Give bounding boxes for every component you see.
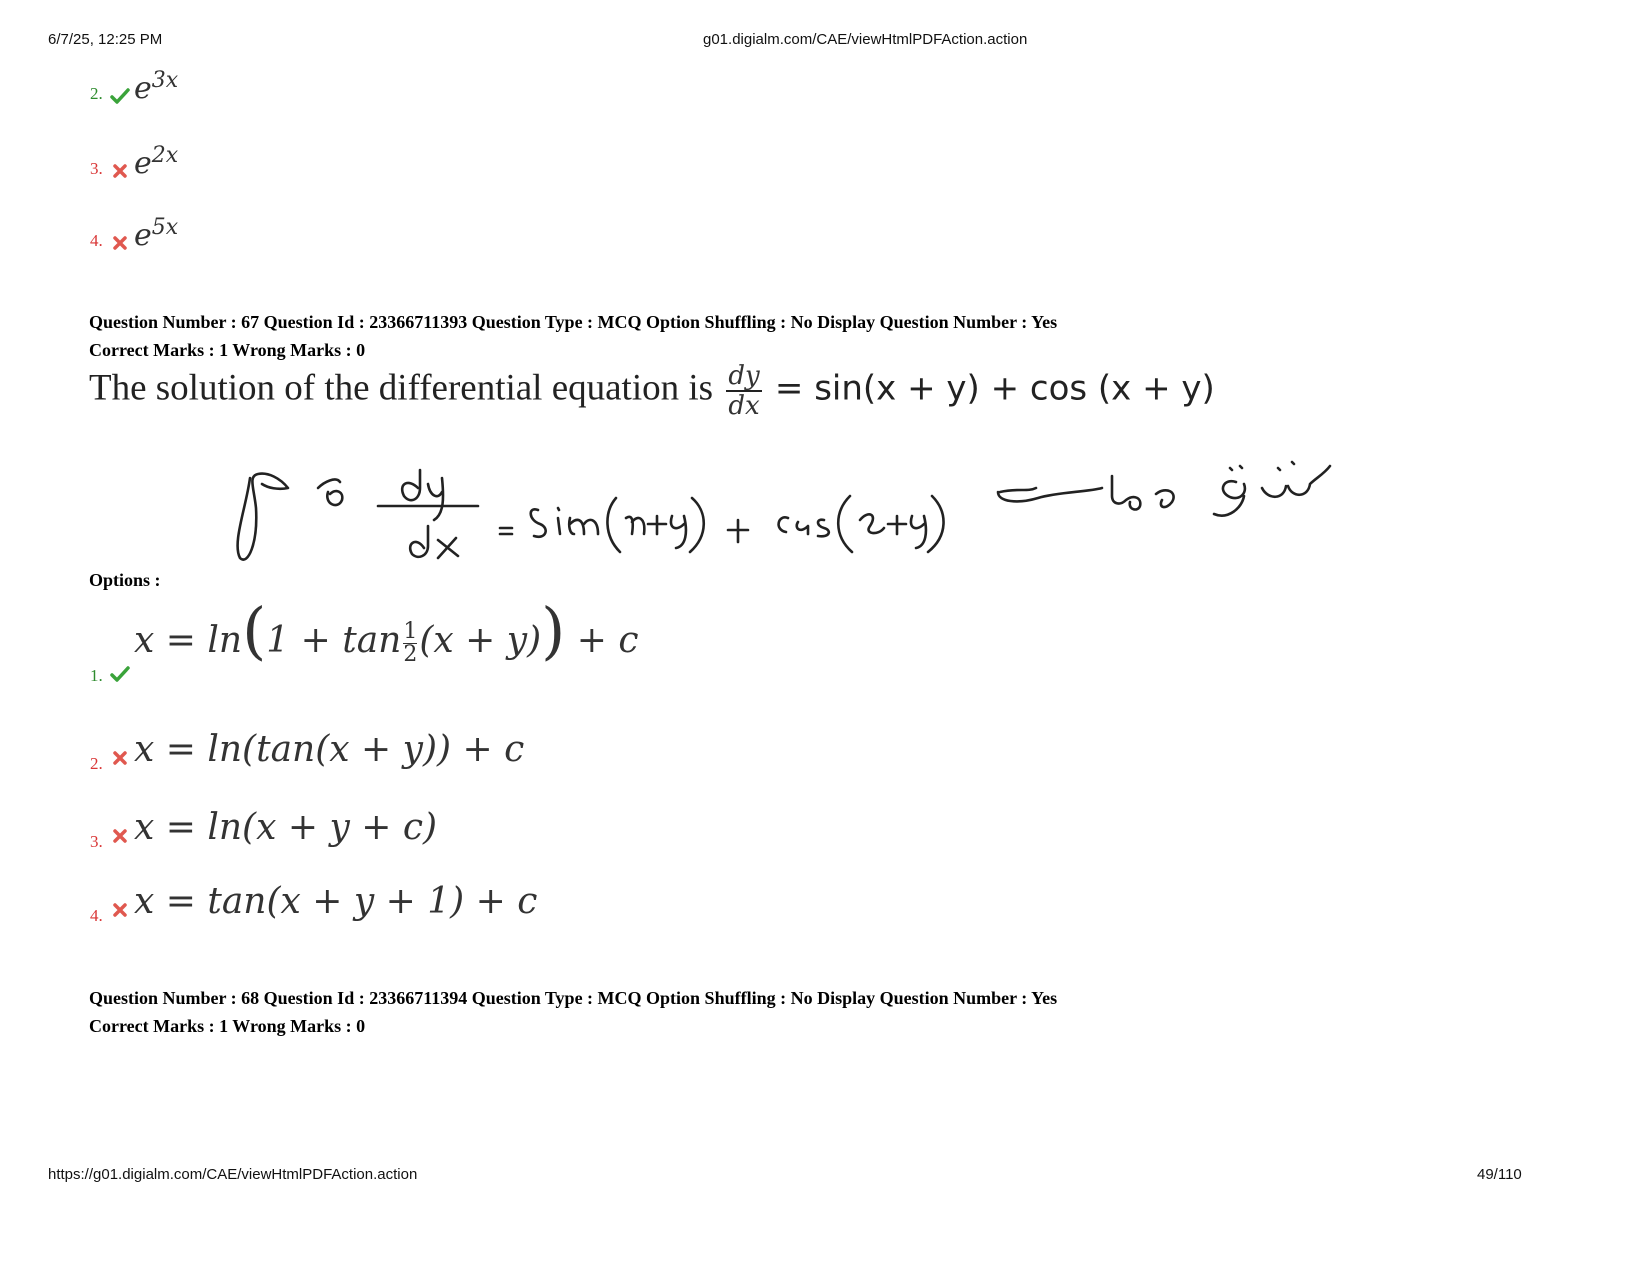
option-number: 4. xyxy=(90,231,103,250)
question-68-meta xyxy=(89,984,1057,1040)
marks-line: Correct Marks : 1 Wrong Marks : 0 xyxy=(89,1016,366,1036)
option-number: 1. xyxy=(90,666,103,685)
handwritten-annotation-image xyxy=(228,448,1344,568)
question-meta-line: Question Number : 68 Question Id : 23366711394 Question Type : MCQ Option Shuffling : No Display Question Number : Yes xyxy=(89,988,1058,1008)
option-number: 3. xyxy=(90,159,103,178)
q67-option-2 xyxy=(90,720,524,774)
q67-option-4 xyxy=(90,874,537,926)
question-67-meta xyxy=(89,308,1057,364)
question-text-prefix: The solution of the differential equation is xyxy=(89,367,714,409)
cross-icon xyxy=(110,163,130,179)
question-67-text xyxy=(89,362,1215,420)
check-icon xyxy=(110,666,130,682)
option-math: $e^{2x}$ xyxy=(134,143,179,181)
cross-icon xyxy=(110,750,130,766)
option-math: x = ln(1 + tan $\frac{1}{2}$ (x + y)) + c xyxy=(134,594,639,667)
options-label: Options : xyxy=(89,570,161,590)
q67-option-3 xyxy=(90,800,437,852)
prev-option-4 xyxy=(90,205,178,251)
option-math: $e^{3x}$ xyxy=(134,68,179,106)
cross-icon xyxy=(110,235,130,251)
print-datetime: 6/7/25, 12:25 PM xyxy=(48,31,163,48)
print-url-footer: https://g01.digialm.com/CAE/viewHtmlPDFAction.action xyxy=(48,1166,418,1183)
dy-dx-fraction: $\frac{dy}{dx}$ xyxy=(728,361,760,421)
handwritten-note-text: تفرق مساوات xyxy=(1338,448,1344,449)
option-number: 2. xyxy=(90,754,103,773)
option-math: x = ln(tan(x + y)) + c xyxy=(134,729,525,770)
q67-option-1 xyxy=(90,594,639,688)
check-icon xyxy=(110,88,130,104)
option-number: 2. xyxy=(90,84,103,103)
page-number: 49/110 xyxy=(1477,1166,1522,1183)
option-number: 4. xyxy=(90,906,103,925)
prev-option-2 xyxy=(90,58,178,104)
cross-icon xyxy=(110,902,130,918)
marks-line: Correct Marks : 1 Wrong Marks : 0 xyxy=(89,340,366,360)
option-number: 3. xyxy=(90,832,103,851)
print-url-header: g01.digialm.com/CAE/viewHtmlPDFAction.action xyxy=(703,31,1028,48)
option-math: $e^{5x}$ xyxy=(134,215,179,253)
option-math: x = tan(x + y + 1) + c xyxy=(134,881,538,922)
prev-option-3 xyxy=(90,133,178,179)
question-meta-line: Question Number : 67 Question Id : 23366711393 Question Type : MCQ Option Shuffling : No Display Question Number : Yes xyxy=(89,312,1058,332)
cross-icon xyxy=(110,828,130,844)
option-math: x = ln(x + y + c) xyxy=(134,807,438,848)
question-text-suffix: = sin(x + y) + cos (x + y) xyxy=(774,368,1215,409)
